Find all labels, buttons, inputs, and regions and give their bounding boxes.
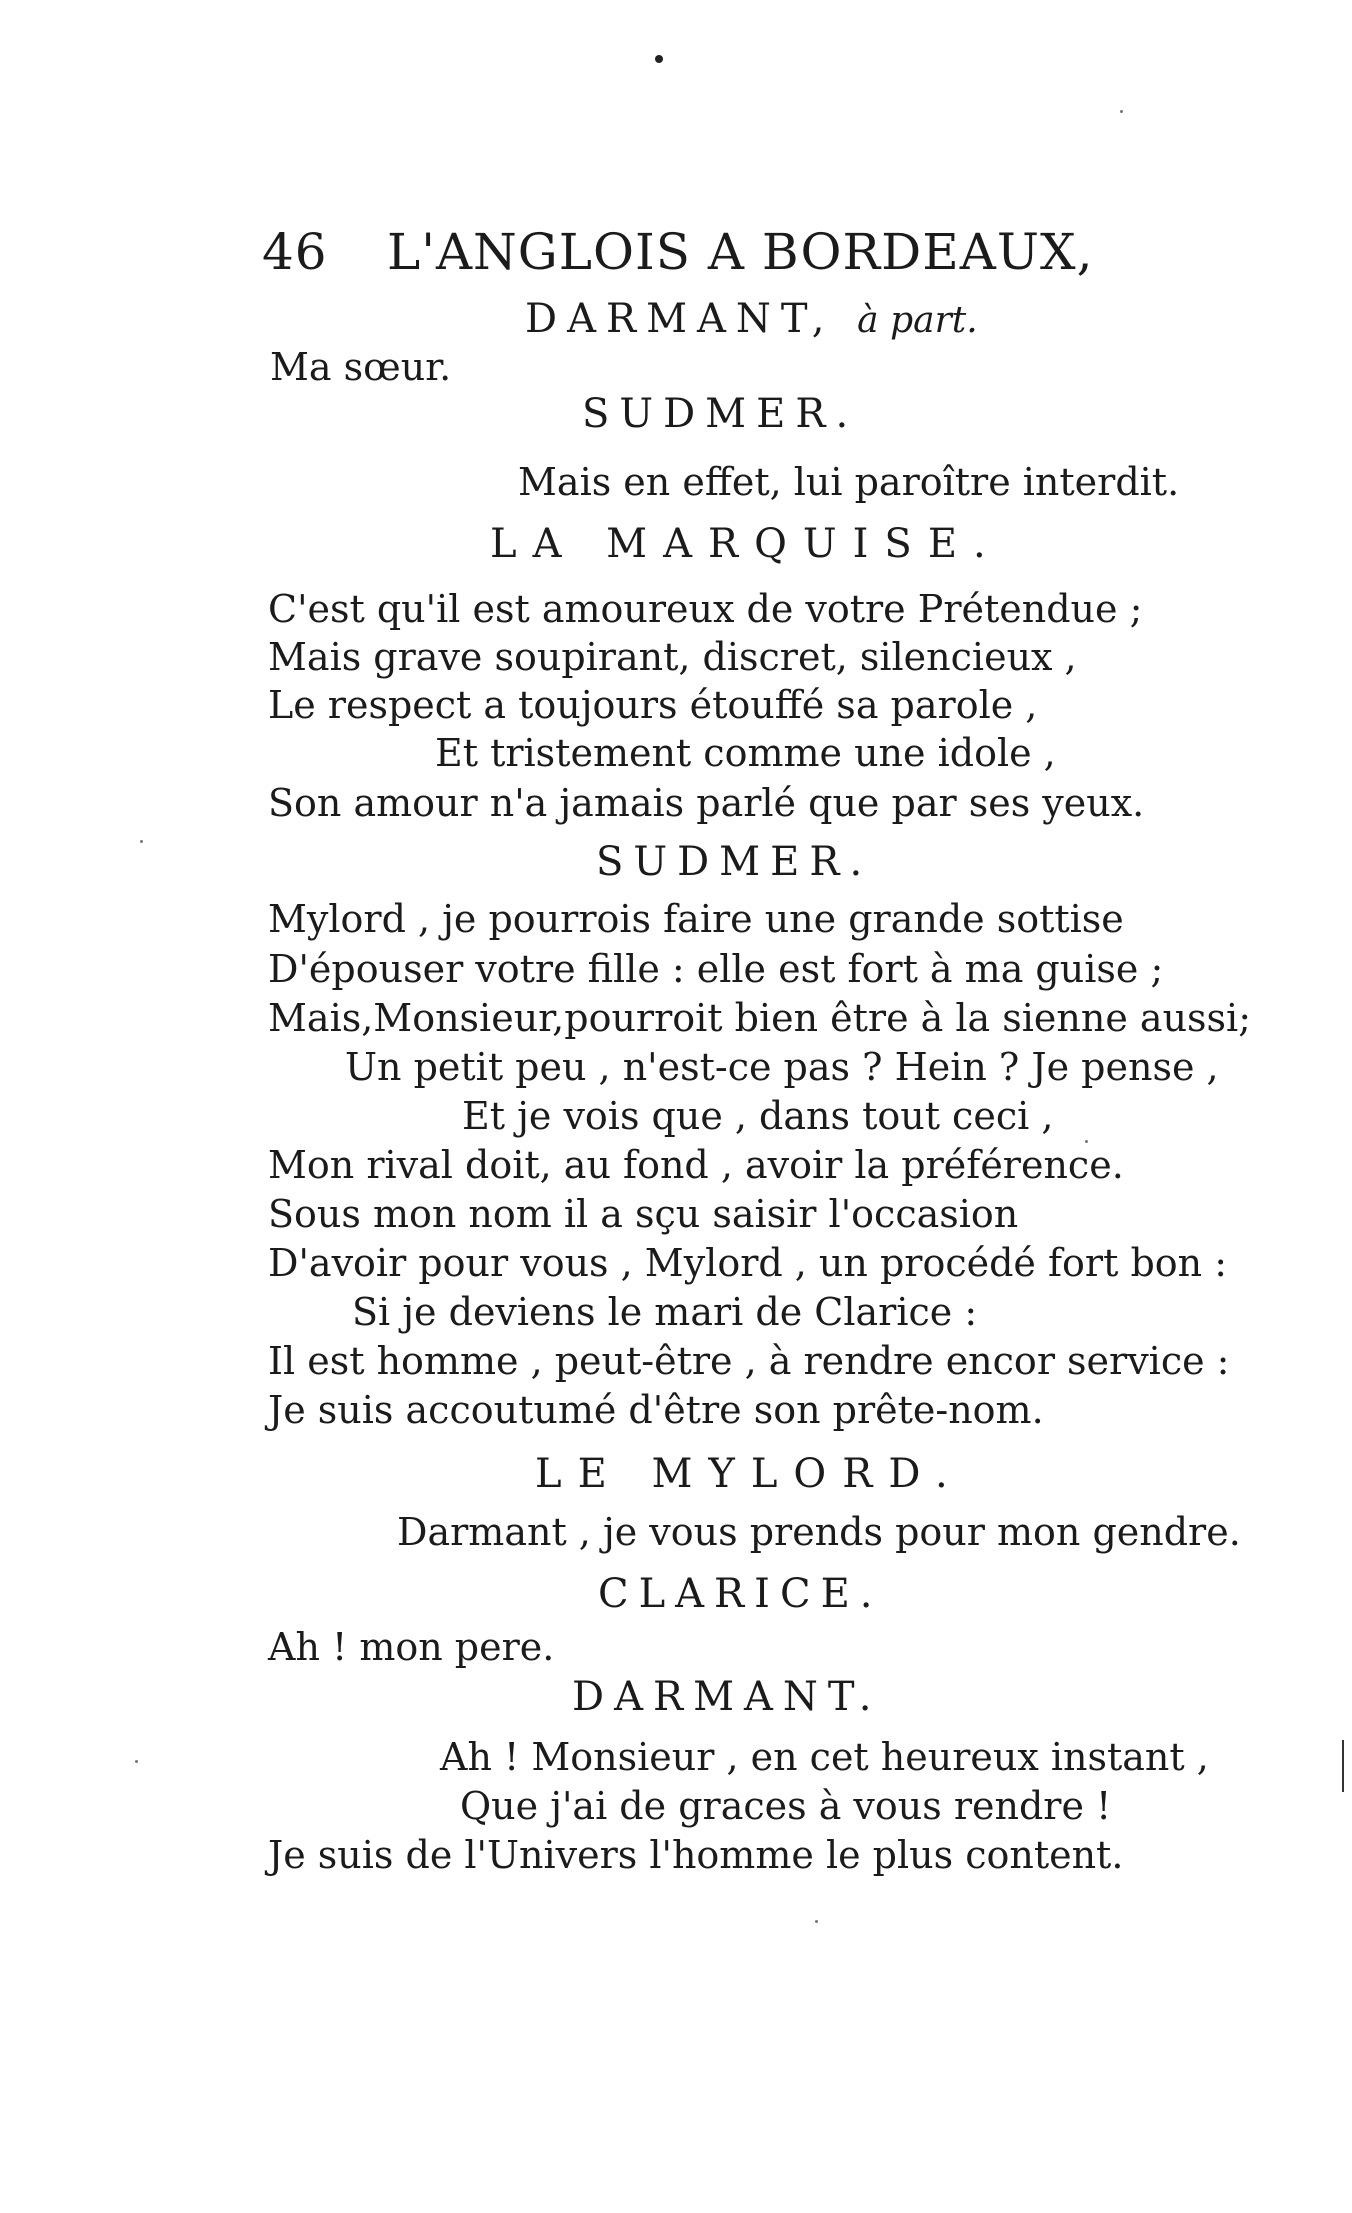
verse-line: D'avoir pour vous , Mylord , un procédé fort bon : <box>268 1241 1227 1285</box>
verse-line: Un petit peu , n'est-ce pas ? Hein ? Je pense , <box>345 1045 1219 1089</box>
speaker-name: SUDMER. <box>596 839 873 885</box>
paper-speck <box>815 1920 818 1923</box>
verse-line: Mais en effet, lui paroître interdit. <box>518 460 1180 504</box>
edge-mark <box>1342 1740 1344 1792</box>
verse-line: Le respect a toujours étouffé sa parole , <box>268 683 1038 727</box>
verse-line: Et je vois que , dans tout ceci , <box>462 1094 1054 1138</box>
verse-line: Darmant , je vous prends pour mon gendre. <box>397 1510 1241 1554</box>
verse-line: Mylord , je pourrois faire une grande sottise <box>268 897 1124 941</box>
verse-line: Ma sœur. <box>270 345 452 389</box>
ink-dot <box>655 55 663 63</box>
verse-line: Il est homme , peut-être , à rendre encor service : <box>268 1339 1230 1383</box>
verse-line: C'est qu'il est amoureux de votre Prétendue ; <box>268 587 1143 631</box>
speaker-name <box>525 295 978 345</box>
stage-direction: à part. <box>857 300 978 341</box>
verse-line: Et tristement comme une idole , <box>435 731 1056 775</box>
verse-line: Mais grave soupirant, discret, silencieux , <box>268 635 1077 679</box>
paper-speck <box>140 840 143 843</box>
speaker-name: DARMANT. <box>572 1674 882 1720</box>
verse-line: Mon rival doit, au fond , avoir la préférence. <box>268 1143 1124 1187</box>
running-title: L'ANGLOIS A BORDEAUX, <box>387 223 1094 281</box>
verse-line: Je suis de l'Univers l'homme le plus content. <box>268 1833 1124 1877</box>
verse-line: Que j'ai de graces à vous rendre ! <box>460 1784 1112 1828</box>
speaker-name: CLARICE. <box>598 1571 883 1617</box>
speaker-name: LE MYLORD. <box>535 1451 964 1497</box>
speaker-name: SUDMER. <box>582 391 859 437</box>
verse-line: Sous mon nom il a sçu saisir l'occasion <box>268 1192 1019 1236</box>
verse-line: Je suis accoutumé d'être son prête-nom. <box>268 1388 1044 1432</box>
speaker-label: DARMANT, <box>525 296 835 342</box>
verse-line: Son amour n'a jamais parlé que par ses yeux. <box>268 781 1145 825</box>
running-header <box>262 222 1122 282</box>
page-number: 46 <box>262 223 328 281</box>
speaker-name: LA MARQUISE. <box>490 521 1002 567</box>
verse-line: Ah ! mon pere. <box>268 1625 555 1669</box>
verse-line: Mais,Monsieur,pourroit bien être à la sienne aussi; <box>268 996 1252 1040</box>
verse-line: Si je deviens le mari de Clarice : <box>352 1290 978 1334</box>
verse-line: D'épouser votre fille : elle est fort à ma guise ; <box>268 947 1164 991</box>
paper-speck <box>1120 110 1123 113</box>
paper-speck <box>135 1760 138 1763</box>
verse-line: Ah ! Monsieur , en cet heureux instant , <box>440 1735 1209 1779</box>
